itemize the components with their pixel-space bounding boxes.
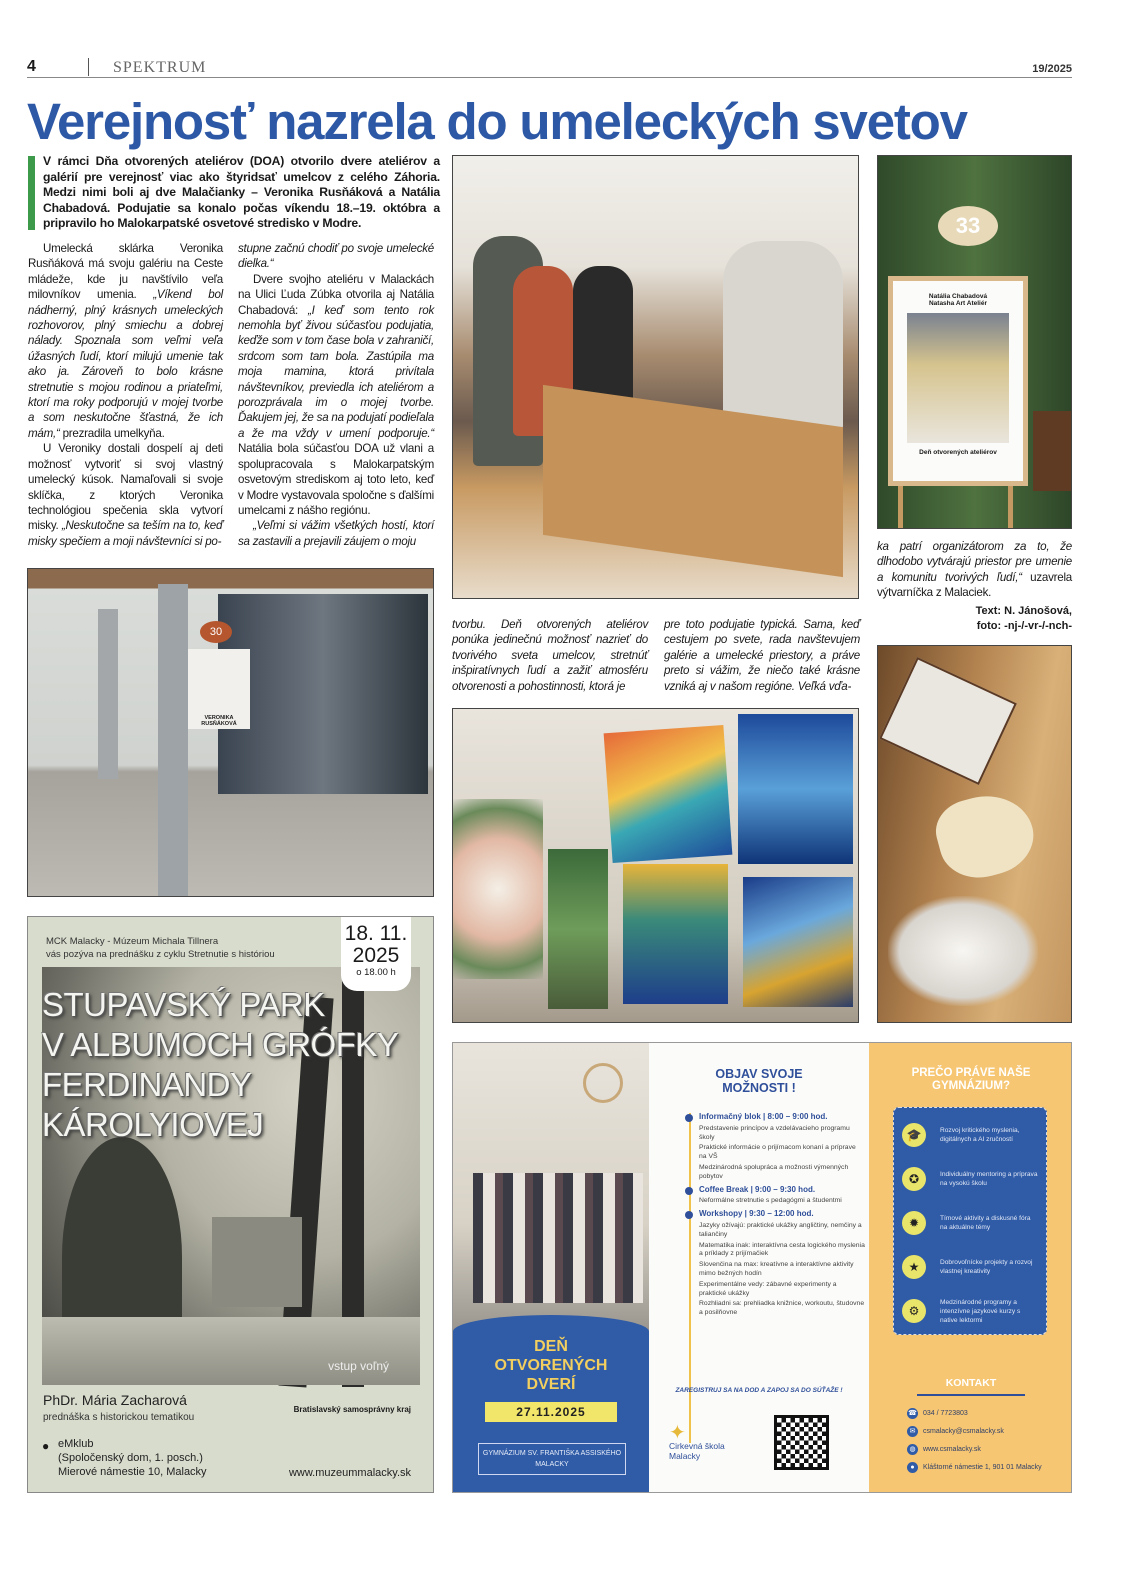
photo-easel-chabadova — [877, 155, 1072, 529]
partner-logos — [294, 1405, 411, 1415]
reason-text: Tímové aktivity a diskusné fóra na aktuálne témy — [940, 1215, 1031, 1231]
email-icon: ✉ — [907, 1426, 918, 1437]
program-item: Praktické informácie o prijímacom konaní a príprave na VŠ — [699, 1144, 856, 1161]
program-heading: Workshopy | 9:30 – 12:00 hod. — [699, 1210, 865, 1219]
ad-lecture-venue-3: Mierové námestie 10, Malacky — [58, 1466, 207, 1478]
contact-list — [907, 1405, 1042, 1477]
easel-studio: Natasha Art Ateliér — [928, 300, 988, 307]
qr-code[interactable] — [774, 1415, 829, 1470]
ad-lecture-speaker: PhDr. Mária Zacharová — [43, 1392, 187, 1408]
photo-credit — [877, 604, 1072, 634]
reason-item — [902, 1294, 1038, 1328]
lightbulb-icon: ✹ — [902, 1211, 926, 1235]
program-item: Slovenčina na max: kreatívne a interaktívne aktivity mimo bežných hodín — [699, 1261, 854, 1277]
event-title-line: DEŇ — [534, 1338, 568, 1355]
program-item: Jazyky ožívajú: praktické ukážky angličtiny, nemčiny a taliančiny — [699, 1221, 862, 1238]
ad-lecture-title — [42, 985, 398, 1145]
body-text: prezradila umelkyňa. — [59, 426, 165, 440]
title-line: V ALBUMOCH GRÓFKY — [42, 1026, 399, 1063]
ad-school-why — [869, 1043, 1072, 1493]
reasons-box — [893, 1107, 1047, 1335]
school-logo: ✦ Cirkevná škola Malacky — [669, 1422, 725, 1461]
photo-glass-bowls — [877, 645, 1072, 1023]
program-item: Matematika inak: interaktívna cesta logického myslenia a príklady z prijímačiek — [699, 1241, 865, 1258]
program-list — [685, 1109, 865, 1320]
quote-text: pre toto podujatie typická. Sama, keď cestujem po svete, rada navštevujem galérie a umelecké priestory, a práve preto si vážim, že niečo také krásne vzniká aj v našom regióne. Veľká vďa- — [664, 618, 860, 693]
body-text: Dvere svojho ateliéru v Malackách na Ulici Ľuda Zúbka otvorila aj Natália Chabadová: — [238, 272, 434, 317]
reason-item — [902, 1162, 1038, 1196]
event-date: 27.11.2025 — [485, 1402, 617, 1422]
award-icon: ✪ — [902, 1167, 926, 1191]
program-title: OBJAV SVOJE MOŽNOSTI ! — [715, 1067, 803, 1095]
title-line: FERDINANDY — [42, 1066, 252, 1103]
photo-gallery-entrance — [27, 568, 434, 897]
program-item: Rozhliadni sa: prehliadka knižnice, workoutu, študovne a posilňovne — [699, 1300, 865, 1317]
contact-item — [907, 1459, 1042, 1477]
reason-text: Dobrovoľnícke projekty a rozvoj vlastnej kreativity — [940, 1259, 1033, 1275]
article-title: Verejnosť nazrela do umeleckých svetov — [27, 93, 967, 150]
section-name: SPEKTRUM — [113, 59, 207, 76]
location-icon: ● — [907, 1462, 918, 1473]
ad-lecture-time: o 18.00 h — [356, 967, 396, 978]
body-text: Natália bola súčasťou DOA už vlani a spolupracovala s Malokarpatským osvetovým strediskom aj toto leto, keď v Modre vystavovala spoločne s ďalšími umelcami z nášho regiónu. — [238, 442, 434, 517]
ad-lecture — [27, 916, 434, 1493]
ad-lecture-year: 2025 — [352, 944, 400, 967]
ad-lecture-speaker-sub: prednáška s historickou tematikou — [43, 1412, 195, 1423]
reason-item — [902, 1206, 1038, 1240]
program-heading: Coffee Break | 9:00 – 9:30 hod. — [699, 1186, 865, 1195]
quote-text: stupne začnú chodiť po svoje umelecké dielka.“ — [238, 242, 434, 271]
contact-text: 034 / 7723803 — [923, 1410, 968, 1417]
register-text: ZAREGISTRUJ SA NA DOD A ZAPOJ SA DO SÚŤAŽE ! — [675, 1387, 843, 1394]
gallery-number: 30 — [200, 621, 232, 643]
article-lead: V rámci Dňa otvorených ateliérov (DOA) otvorilo dvere ateliérov a galérií pre verejnosť viac ako štyridsať umelcov z celého Záhoria. Medzi nimi boli aj dve Malačianky – Veronika Rusňáková a Natália Chabadová. Podujatie sa konalo počas víkendu 18.–19. októbra a pripravilo ho Malokarpatské osvetové stredisko v Modre. — [43, 154, 440, 231]
easel-name: Natália Chabadová — [928, 293, 988, 300]
contact-item — [907, 1441, 1042, 1459]
paragraph — [28, 241, 223, 441]
easel-footer: Deň otvorených ateliérov — [919, 449, 997, 456]
ad-lecture-url[interactable]: www.muzeummalacky.sk — [288, 1467, 411, 1479]
location-pin-icon: ● — [42, 1439, 50, 1453]
title-line: STUPAVSKÝ PARK — [42, 986, 325, 1023]
ad-lecture-entry: vstup voľný — [328, 1359, 389, 1373]
ad-lecture-date-box — [341, 916, 411, 991]
paragraph — [877, 539, 1072, 601]
ad-lecture-intro-1: MCK Malacky - Múzeum Michala Tillnera — [46, 936, 219, 947]
dove-icon: ✦ — [669, 1422, 686, 1444]
event-title-line: OTVORENÝCH — [494, 1357, 608, 1374]
reason-text: Medzinárodné programy a intenzívne jazykové kurzy s native lektormi — [940, 1298, 1021, 1324]
gear-icon: ⚙ — [902, 1299, 926, 1323]
contact-text: Kláštorné námestie 1, 901 01 Malacky — [923, 1464, 1042, 1471]
contact-item — [907, 1423, 1042, 1441]
paragraph — [238, 518, 434, 549]
text-column-5 — [877, 539, 1072, 601]
school-name: GYMNÁZIUM SV. FRANTIŠKA ASSISKÉHO MALACKY — [478, 1443, 626, 1475]
ad-school-open-day — [452, 1042, 1072, 1493]
phone-icon: ☎ — [908, 1409, 917, 1417]
body-text: uzavrela výtvarníčka z Malaciek. — [877, 570, 1073, 600]
contact-rule — [917, 1394, 1025, 1396]
reason-item — [902, 1250, 1038, 1284]
quote-text: tvorbu. Deň otvorených ateliérov ponúka jedinečnú možnosť nazrieť do tvorivého sveta umelcov, stretnúť inšpiratívnych ľudí a zažiť atmosféru otvorenosti a pohostinnosti, ktorá je — [452, 618, 648, 693]
paragraph — [664, 617, 860, 694]
lead-accent-bar — [28, 156, 35, 230]
program-item: Neformálne stretnutie s pedagógmi a študentmi — [699, 1197, 842, 1205]
text-column-3 — [452, 617, 648, 694]
contact-title: KONTAKT — [945, 1377, 997, 1389]
contact-text: csmalacky@csmalacky.sk — [923, 1428, 1004, 1435]
ad-lecture-venue: eMklub — [58, 1438, 94, 1450]
issue-number: 19/2025 — [1032, 63, 1072, 75]
quote-text: ka patrí organizátorom za to, že dlhodobo vytvárajú priestor pre umenie a komunitu tvorivých ľudí,“ — [877, 540, 1072, 584]
program-item: Predstavenie princípov a vzdelávacieho programu školy — [699, 1124, 850, 1141]
body-text: Umelecká sklárka Veronika Rusňáková má svoju galériu na Ceste mládeže, kde ju navštívilo veľa milovníkov umenia. — [28, 242, 223, 302]
quote-text: „Veľmi si vážim všetkých hostí, ktorí sa zastavili a prejavili záujem o moju — [238, 519, 434, 548]
easel-number: 33 — [938, 206, 998, 246]
graduation-cap-icon: 🎓 — [902, 1123, 926, 1147]
partner-name: Bratislavský samosprávny kraj — [293, 1405, 411, 1414]
globe-icon: ◍ — [907, 1444, 918, 1455]
contact-item — [907, 1405, 1042, 1423]
reason-text: Rozvoj kritického myslenia, digitálnych a AI zručností — [940, 1127, 1020, 1143]
ad-lecture-venue-2: (Spoločenský dom, 1. posch.) — [58, 1452, 203, 1464]
text-column-2 — [238, 241, 434, 549]
page-number: 4 — [27, 58, 36, 75]
credit-text: Text: N. Jánošová, — [975, 605, 1072, 617]
paragraph — [452, 617, 648, 694]
quote-text: „I keď som tento rok nemohla byť živou súčasťou podujatia, keďže som v tom čase bola v zahraničí, srdcom som tam bola. Zastúpila ma moja mamina, ktorá privítala návštevníkov, previedla ich ateliérom a porozprávala im o mojej tvorbe. Ďakujem jej, že sa na podujatí podieľala a že ma vždy v umení podporuje.“ — [238, 303, 434, 440]
calendar-star-icon: ★ — [902, 1255, 926, 1279]
paragraph — [28, 441, 223, 549]
reason-text: Individuálny mentoring a príprava na vysokú školu — [940, 1171, 1038, 1187]
title-line: KÁROLYIOVEJ — [42, 1106, 264, 1143]
text-column-4 — [664, 617, 860, 694]
header-rule — [27, 77, 1072, 78]
photo-workshop-group — [452, 155, 859, 599]
header-divider — [88, 58, 89, 76]
event-title-line: DVERÍ — [526, 1376, 576, 1393]
paragraph — [238, 241, 434, 272]
gallery-sign: VERONIKA RUSŇÁKOVÁ — [188, 649, 250, 729]
paragraph — [238, 272, 434, 519]
why-title: PREČO PRÁVE NAŠE GYMNÁZIUM? — [911, 1067, 1031, 1092]
credit-photo: foto: -nj-/-vr-/-nch- — [976, 620, 1072, 632]
ad-school-program — [649, 1043, 869, 1493]
program-heading: Informačný blok | 8:00 – 9:00 hod. — [699, 1113, 865, 1122]
ad-lecture-date: 18. 11. — [344, 922, 408, 945]
reason-item — [902, 1118, 1038, 1152]
contact-text: www.csmalacky.sk — [923, 1446, 981, 1453]
photo-paintings — [452, 708, 859, 1023]
program-item: Experimentálne vedy: zábavné experimenty a praktické ukážky — [699, 1280, 837, 1297]
ad-lecture-intro-2: vás pozýva na prednášku z cyklu Stretnutie s históriou — [46, 949, 275, 960]
quote-text: „Neskutočne sa teším na to, keď misky spečiem a moji návštevníci si po- — [28, 519, 223, 548]
quote-text: „Víkend bol nádherný, plný krásnych umeleckých rozhovorov, plný smiechu a dobrej nálady. Spoznala som veľmi veľa úžasných ľudí, ktorí milujú umenie tak ako ja. Zároveň to bolo krásne stretnutie s mojou rodinou a priateľmi, ktorí ma roky podporujú v mojej tvorbe a som neskutočne šťastná, že ich mám,“ — [28, 288, 223, 440]
ad-school-event-block — [453, 1315, 649, 1493]
text-column-1 — [28, 241, 223, 549]
program-item: Medzinárodná spolupráca a možnosti výmenných pobytov — [699, 1163, 849, 1180]
body-text: U Veroniky dostali dospelí aj deti možnosť vytvoriť si svoj vlastný umelecký kúsok. Namaľovali si svoje sklíčka, z ktorých Veronika technológiou spečenia skla vytvorí misky. — [28, 442, 223, 533]
